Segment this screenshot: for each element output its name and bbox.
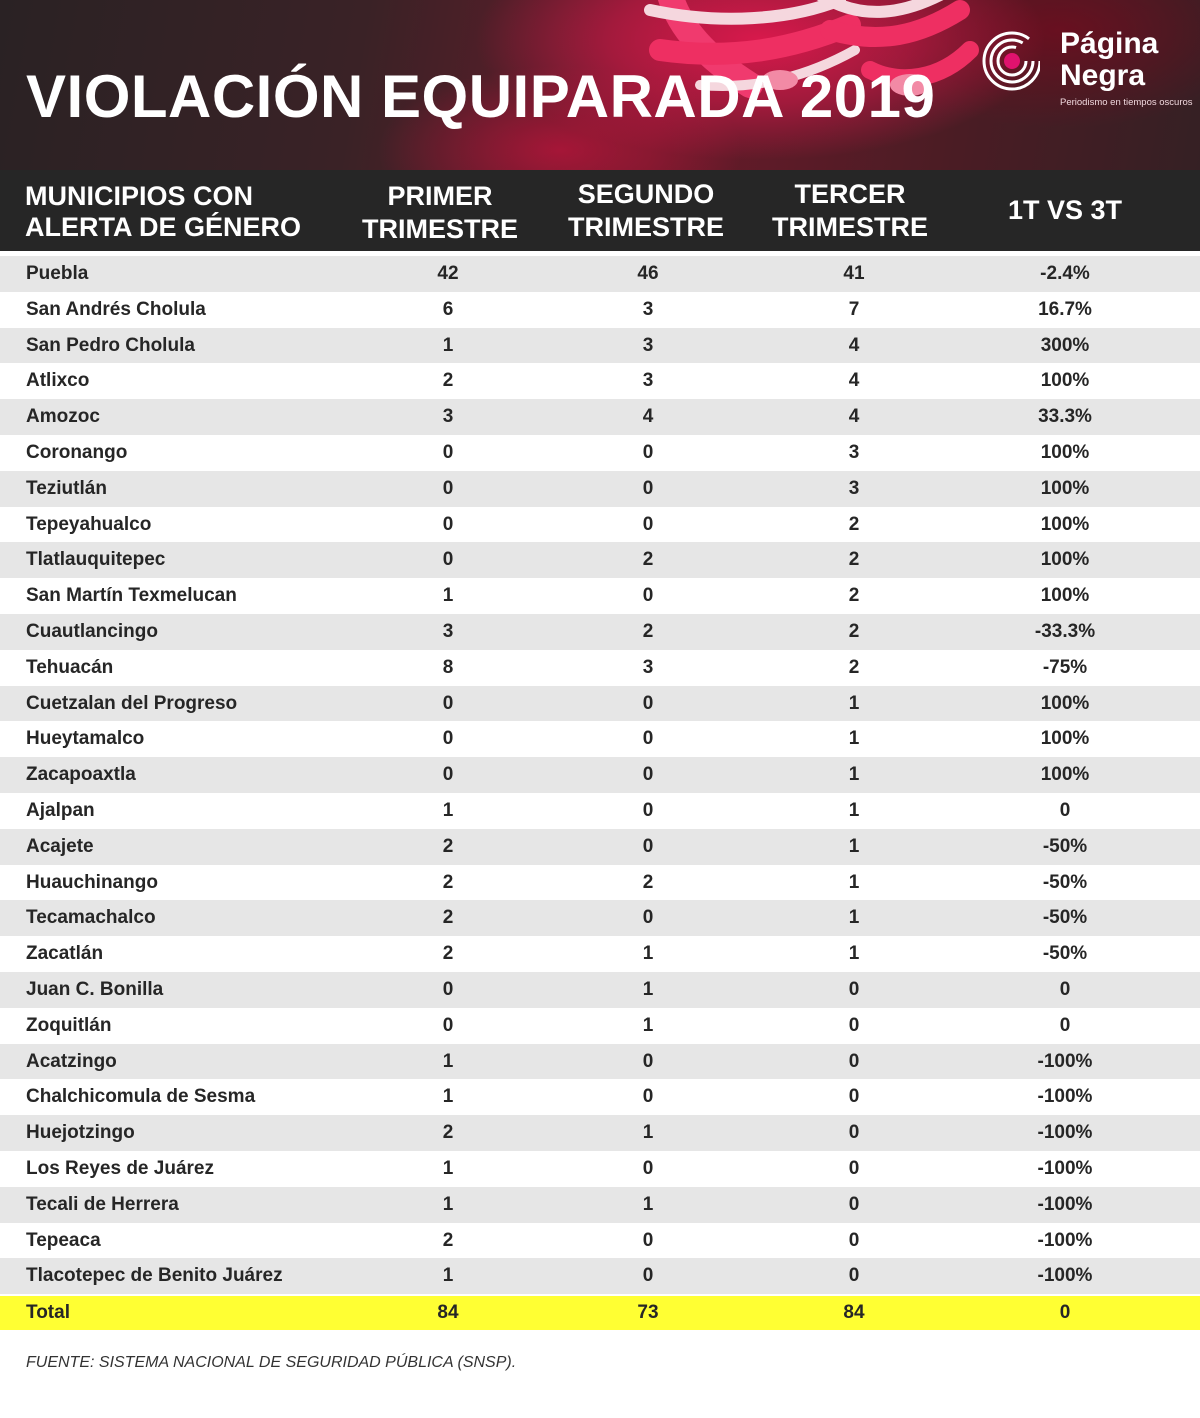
municipio-cell: Tehuacán [26, 656, 114, 678]
tercer-trimestre-cell: 7 [848, 298, 860, 320]
primer-trimestre-cell: 0 [442, 477, 454, 499]
cambio-cell: 100% [1040, 692, 1090, 714]
cambio-cell: 300% [1040, 334, 1090, 356]
table-row [0, 829, 1200, 865]
primer-trimestre-cell: 1 [442, 585, 454, 607]
tercer-trimestre-cell: 3 [848, 441, 860, 463]
table-row [0, 399, 1200, 435]
cambio-cell: 100% [1040, 549, 1090, 571]
column-header-line: 1T VS 3T [1007, 195, 1123, 225]
segundo-trimestre-cell: 3 [642, 656, 654, 678]
primer-trimestre-cell: 0 [442, 692, 454, 714]
segundo-trimestre-cell: 1 [642, 1193, 654, 1215]
segundo-trimestre-cell: 0 [642, 1229, 654, 1251]
column-header-line: MUNICIPIOS CON [25, 181, 254, 211]
total-t2: 73 [637, 1302, 659, 1323]
primer-trimestre-cell: 1 [442, 1157, 454, 1179]
municipio-cell: Tepeaca [26, 1229, 101, 1251]
municipio-cell: Cuautlancingo [26, 620, 158, 642]
tercer-trimestre-cell: 41 [843, 263, 865, 284]
primer-trimestre-cell: 0 [442, 1014, 454, 1036]
column-header-line: TRIMESTRE [771, 212, 928, 242]
table-row [0, 363, 1200, 399]
municipio-cell: Amozoc [26, 406, 100, 428]
primer-trimestre-cell: 0 [442, 441, 454, 463]
segundo-trimestre-cell: 0 [642, 728, 654, 750]
table-row [0, 1115, 1200, 1151]
municipio-cell: Puebla [26, 263, 89, 284]
segundo-trimestre-cell: 3 [642, 334, 654, 356]
column-header-line: TRIMESTRE [361, 214, 518, 244]
cambio-cell: 100% [1040, 764, 1090, 786]
source-note: FUENTE: SISTEMA NACIONAL DE SEGURIDAD PÚBLICA (SNSP). [26, 1354, 517, 1371]
table-row [0, 1187, 1200, 1223]
table-row [0, 1151, 1200, 1187]
table-row [0, 1223, 1200, 1259]
tercer-trimestre-cell: 2 [848, 620, 860, 642]
primer-trimestre-cell: 0 [442, 764, 454, 786]
tercer-trimestre-cell: 1 [848, 943, 860, 965]
municipio-cell: Tecali de Herrera [26, 1193, 179, 1215]
segundo-trimestre-cell: 4 [642, 406, 654, 428]
table-row [0, 793, 1200, 829]
table-row [0, 1008, 1200, 1044]
tercer-trimestre-cell: 2 [848, 585, 860, 607]
municipio-cell: Huejotzingo [26, 1122, 135, 1144]
segundo-trimestre-cell: 0 [642, 585, 654, 607]
primer-trimestre-cell: 0 [442, 513, 454, 535]
cambio-cell: -100% [1037, 1193, 1093, 1215]
cambio-cell: -33.3% [1034, 620, 1096, 642]
cambio-cell: 100% [1040, 585, 1090, 607]
table-row [0, 1044, 1200, 1080]
tercer-trimestre-cell: 1 [848, 764, 860, 786]
segundo-trimestre-cell: 0 [642, 513, 654, 535]
table-row [0, 507, 1200, 543]
tercer-trimestre-cell: 0 [848, 1050, 860, 1072]
table-row [0, 292, 1200, 328]
tercer-trimestre-cell: 0 [848, 1157, 860, 1179]
table-row [0, 471, 1200, 507]
segundo-trimestre-cell: 1 [642, 978, 654, 1000]
table-row [0, 936, 1200, 972]
logo-circle-icon [980, 26, 1040, 96]
segundo-trimestre-cell: 3 [642, 370, 654, 392]
municipio-cell: Cuetzalan del Progreso [26, 692, 238, 714]
segundo-trimestre-cell: 2 [642, 620, 654, 642]
municipio-cell: Atlixco [26, 370, 90, 392]
tercer-trimestre-cell: 0 [848, 1014, 860, 1036]
tercer-trimestre-cell: 1 [848, 799, 860, 821]
table-row [0, 650, 1200, 686]
segundo-trimestre-cell: 0 [642, 1157, 654, 1179]
cambio-cell: 100% [1040, 441, 1090, 463]
table-row [0, 435, 1200, 471]
total-label: Total [26, 1302, 70, 1323]
logo-tagline: Periodismo en tiempos oscuros [1060, 97, 1193, 108]
primer-trimestre-cell: 6 [442, 298, 454, 320]
table-row [0, 1079, 1200, 1115]
primer-trimestre-cell: 42 [437, 263, 459, 284]
municipio-cell: Acatzingo [26, 1050, 117, 1072]
primer-trimestre-cell: 1 [442, 334, 454, 356]
logo-text-pagina: Página [1060, 27, 1159, 60]
primer-trimestre-cell: 8 [442, 656, 454, 678]
cambio-cell: 100% [1040, 477, 1090, 499]
segundo-trimestre-cell: 0 [642, 1050, 654, 1072]
segundo-trimestre-cell: 0 [642, 1086, 654, 1108]
segundo-trimestre-cell: 3 [642, 298, 654, 320]
cambio-cell: -50% [1042, 835, 1088, 857]
segundo-trimestre-cell: 1 [642, 1014, 654, 1036]
table-row [0, 757, 1200, 793]
cambio-cell: 0 [1059, 1014, 1071, 1036]
column-header-line: TRIMESTRE [567, 212, 724, 242]
column-header-line: ALERTA DE GÉNERO [25, 212, 302, 242]
total-t1: 84 [437, 1302, 459, 1323]
tercer-trimestre-cell: 0 [848, 978, 860, 1000]
municipio-cell: Chalchicomula de Sesma [26, 1086, 256, 1108]
segundo-trimestre-cell: 0 [642, 799, 654, 821]
cambio-cell: 0 [1059, 978, 1071, 1000]
tercer-trimestre-cell: 1 [848, 835, 860, 857]
tercer-trimestre-cell: 2 [848, 656, 860, 678]
primer-trimestre-cell: 2 [442, 370, 454, 392]
segundo-trimestre-cell: 46 [637, 263, 659, 284]
tercer-trimestre-cell: 3 [848, 477, 860, 499]
cambio-cell: 100% [1040, 728, 1090, 750]
tercer-trimestre-cell: 4 [848, 370, 860, 392]
column-header-1t-vs-3t [965, 194, 1165, 227]
municipio-cell: Ajalpan [26, 799, 95, 821]
table-row [0, 578, 1200, 614]
municipio-cell: Tlatlauquitepec [26, 549, 166, 571]
primer-trimestre-cell: 2 [442, 1122, 454, 1144]
municipio-cell: San Andrés Cholula [26, 298, 206, 320]
segundo-trimestre-cell: 0 [642, 441, 654, 463]
table-row [0, 542, 1200, 578]
municipio-cell: Tecamachalco [26, 907, 156, 929]
cambio-cell: 0 [1059, 799, 1071, 821]
column-header-line: PRIMER [387, 181, 493, 211]
cambio-cell: -75% [1042, 656, 1088, 678]
cambio-cell: 100% [1040, 513, 1090, 535]
cambio-cell: -100% [1037, 1157, 1093, 1179]
municipio-cell: Teziutlán [26, 477, 107, 499]
column-header-segundo-trimestre [546, 178, 746, 244]
table-row [0, 900, 1200, 936]
tercer-trimestre-cell: 0 [848, 1122, 860, 1144]
column-header-municipios [25, 181, 301, 243]
table-body [0, 256, 1200, 1294]
cambio-cell: 33.3% [1038, 406, 1092, 428]
tercer-trimestre-cell: 1 [848, 871, 860, 893]
municipio-cell: Zoquitlán [26, 1014, 112, 1036]
primer-trimestre-cell: 3 [442, 620, 454, 642]
table-row [0, 328, 1200, 364]
table-row [0, 686, 1200, 722]
primer-trimestre-cell: 1 [442, 1265, 454, 1287]
total-row [0, 1296, 1200, 1330]
table-row [0, 972, 1200, 1008]
table-row [0, 256, 1200, 292]
municipio-cell: Huauchinango [26, 871, 158, 893]
cambio-cell: -100% [1037, 1122, 1093, 1144]
column-header-line: SEGUNDO [577, 179, 715, 209]
primer-trimestre-cell: 0 [442, 728, 454, 750]
cambio-cell: -100% [1037, 1086, 1093, 1108]
segundo-trimestre-cell: 0 [642, 1265, 654, 1287]
segundo-trimestre-cell: 1 [642, 943, 654, 965]
primer-trimestre-cell: 1 [442, 1050, 454, 1072]
municipio-cell: San Martín Texmelucan [26, 585, 237, 607]
page-title: VIOLACIÓN EQUIPARADA 2019 [26, 63, 936, 130]
table-header [0, 170, 1200, 251]
tercer-trimestre-cell: 0 [848, 1229, 860, 1251]
column-header-primer-trimestre [340, 180, 540, 246]
table-row [0, 614, 1200, 650]
tercer-trimestre-cell: 0 [848, 1265, 860, 1287]
tercer-trimestre-cell: 0 [848, 1193, 860, 1215]
segundo-trimestre-cell: 0 [642, 764, 654, 786]
primer-trimestre-cell: 2 [442, 871, 454, 893]
tercer-trimestre-cell: 1 [848, 692, 860, 714]
table-row [0, 1258, 1200, 1294]
segundo-trimestre-cell: 2 [642, 549, 654, 571]
municipio-cell: Coronango [26, 441, 128, 463]
cambio-cell: -50% [1042, 871, 1088, 893]
segundo-trimestre-cell: 0 [642, 907, 654, 929]
tercer-trimestre-cell: 0 [848, 1086, 860, 1108]
municipio-cell: Juan C. Bonilla [26, 978, 164, 1000]
municipio-cell: Zacatlán [26, 943, 104, 965]
primer-trimestre-cell: 2 [442, 907, 454, 929]
municipio-cell: San Pedro Cholula [26, 334, 195, 356]
logo-text-negra: Negra [1060, 59, 1146, 92]
primer-trimestre-cell: 2 [442, 835, 454, 857]
cambio-cell: -50% [1042, 943, 1088, 965]
tercer-trimestre-cell: 2 [848, 549, 860, 571]
segundo-trimestre-cell: 2 [642, 871, 654, 893]
tercer-trimestre-cell: 1 [848, 728, 860, 750]
primer-trimestre-cell: 0 [442, 549, 454, 571]
segundo-trimestre-cell: 0 [642, 692, 654, 714]
municipio-cell: Los Reyes de Juárez [26, 1157, 214, 1179]
total-t3: 84 [843, 1302, 865, 1323]
municipio-cell: Acajete [26, 835, 94, 857]
primer-trimestre-cell: 1 [442, 1086, 454, 1108]
cambio-cell: -100% [1037, 1265, 1093, 1287]
column-header-tercer-trimestre [750, 178, 950, 244]
segundo-trimestre-cell: 0 [642, 835, 654, 857]
primer-trimestre-cell: 1 [442, 799, 454, 821]
segundo-trimestre-cell: 0 [642, 477, 654, 499]
table-row [0, 721, 1200, 757]
primer-trimestre-cell: 1 [442, 1193, 454, 1215]
tercer-trimestre-cell: 4 [848, 334, 860, 356]
municipio-cell: Tepeyahualco [26, 513, 152, 535]
tercer-trimestre-cell: 2 [848, 513, 860, 535]
segundo-trimestre-cell: 1 [642, 1122, 654, 1144]
cambio-cell: -100% [1037, 1229, 1093, 1251]
primer-trimestre-cell: 3 [442, 406, 454, 428]
pagina-negra-logo [980, 24, 1193, 114]
column-header-line: TERCER [794, 179, 906, 209]
tercer-trimestre-cell: 4 [848, 406, 860, 428]
municipio-cell: Tlacotepec de Benito Juárez [26, 1265, 283, 1287]
cambio-cell: 16.7% [1038, 298, 1092, 320]
cambio-cell: -2.4% [1040, 263, 1090, 284]
primer-trimestre-cell: 0 [442, 978, 454, 1000]
tercer-trimestre-cell: 1 [848, 907, 860, 929]
primer-trimestre-cell: 2 [442, 1229, 454, 1251]
table-row [0, 865, 1200, 901]
total-cambio: 0 [1059, 1302, 1071, 1323]
municipio-cell: Zacapoaxtla [26, 764, 136, 786]
cambio-cell: -100% [1037, 1050, 1093, 1072]
cambio-cell: 100% [1040, 370, 1090, 392]
primer-trimestre-cell: 2 [442, 943, 454, 965]
municipio-cell: Hueytamalco [26, 728, 145, 750]
cambio-cell: -50% [1042, 907, 1088, 929]
header-banner [0, 0, 1200, 170]
